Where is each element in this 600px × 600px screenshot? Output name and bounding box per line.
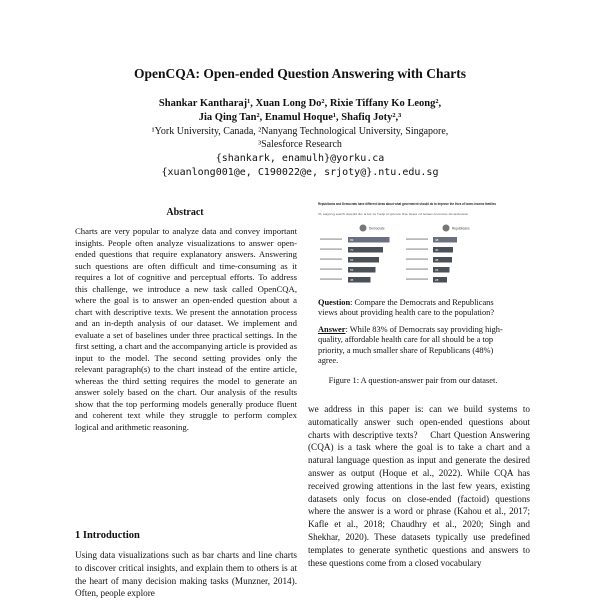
democrats-row-label: [320, 249, 342, 250]
introduction-heading: 1 Introduction: [75, 530, 140, 541]
party-right-label: Republicans: [452, 226, 470, 231]
republicans-row-label: [406, 239, 428, 240]
email-line-2: {xuanlong001@e, C190022@e, srjoty@}.ntu.edu.sg: [161, 167, 439, 178]
affiliations-line-2: ³Salesforce Research: [258, 139, 342, 150]
introduction-text: Using data visualizations such as bar charts and line charts to discover critical insights, and explain them to others is at the heart of many decision making tasks (Munzner, 2014). Often, people explore: [75, 550, 297, 599]
democrats-bar-value: 62: [350, 258, 354, 263]
question-block: [318, 298, 508, 319]
party-left-label: Democrats: [369, 226, 385, 231]
republicans-bar-value: 40: [435, 248, 439, 253]
question-label: Question: [318, 298, 351, 307]
democrats-row-label: [320, 259, 342, 260]
affiliations-line-1: ¹York University, Canada, ²Nanyang Technological University, Singapore,: [151, 126, 449, 137]
democrats-icon: [360, 225, 367, 232]
democrats-row-label: [320, 279, 342, 280]
chart-title: Republicans and Democrats have different ideas about what government should do to improve the lives of lower-income families: [318, 202, 496, 206]
republicans-bar-value: 38: [435, 258, 439, 263]
authors-line-2: Jia Qing Tan², Enamul Hoque¹, Shafiq Joty²,³: [198, 112, 402, 123]
republicans-row-label: [406, 279, 428, 280]
democrats-bar-value: 70: [350, 248, 354, 253]
democrats-bar: [348, 237, 390, 243]
republicans-icon: [443, 225, 450, 232]
republicans-row-label: [406, 249, 428, 250]
email-line-1: {shankark, enamulh}@yorku.ca: [215, 153, 385, 164]
republicans-bar-value: 48: [435, 238, 439, 243]
democrats-row-label: [320, 269, 342, 270]
question-text: : Compare the Democrats and Republicans views about providing health care to the population?: [318, 298, 495, 318]
abstract-text: Charts are very popular to analyze data and convey important insights. People often analyze visualizations to answer open-ended questions that require explanatory answers. Answering such questions are often difficult and time-consuming as it requires a lot of cognitive and perceptual efforts. To address this challenge, we introduce a new task called OpenCQA, where the goal is to answer an open-ended question about a chart with descriptive texts. We present the annotation process and an in-depth analysis of our dataset. We implement and evaluate a set of baselines under three practical settings. In the first setting, a chart and the accompanying article is provided as input to the model. The second setting provides only the relevant paragraph(s) to the chart instead of the entire article, whereas the third setting requires the model to generate an answer solely based on the chart. Our analysis of the results show that the top performing models generally produce fluent and coherent text while they struggle to perform complex logical and arithmetic reasoning.: [75, 226, 297, 432]
democrats-bar-value: 55: [350, 268, 354, 273]
democrats-bars: [320, 237, 390, 283]
democrats-row-label: [320, 239, 342, 240]
republicans-bar-value: 33: [435, 268, 439, 273]
figure-caption: Figure 1: A question-answer pair from our dataset.: [328, 376, 498, 385]
abstract-heading: Abstract: [166, 207, 204, 218]
democrats-bar-value: 83: [350, 238, 354, 243]
republicans-row-label: [406, 269, 428, 270]
democrats-bar-value: 45: [350, 278, 354, 283]
authors-line-1: Shankar Kantharaj¹, Xuan Long Do², Rixie Tiffany Ko Leong²,: [158, 98, 442, 109]
figure-chart: [318, 200, 498, 292]
paper-title: OpenCQA: Open-ended Question Answering with Charts: [134, 66, 466, 81]
chart-subtitle: % saying each would do a lot to help improve the lives of lower-income Americans: [318, 212, 469, 216]
republicans-bar-value: 28: [435, 278, 439, 283]
republicans-bars: [406, 237, 457, 283]
answer-block: [318, 325, 508, 366]
answer-label: Answer: [318, 325, 346, 334]
answer-text: : While 83% of Democrats say providing high-quality, affordable health care for all should be a top priority, a much smaller share of Republicans (48%) agree.: [318, 325, 503, 365]
right-column-text: we address in this paper is: can we build systems to automatically answer such open-ended questions about charts with descriptive texts? Chart Question Answering (CQA) is a task where the goal is to take a chart and a natural language question as input and generate the desired answer as output (Hoque et al., 2022). While CQA has received growing attentions in the last few years, existing datasets only focus on close-ended (factoid) questions where the answer is a word or phrase (Kahou et al., 2017; Kafle et al., 2018; Chaudhry et al., 2020; Singh and Shekhar, 2020). These datasets typically use predefined templates to generate synthetic questions and answers to these questions come from a closed vocabulary: [308, 404, 530, 568]
republicans-row-label: [406, 259, 428, 260]
